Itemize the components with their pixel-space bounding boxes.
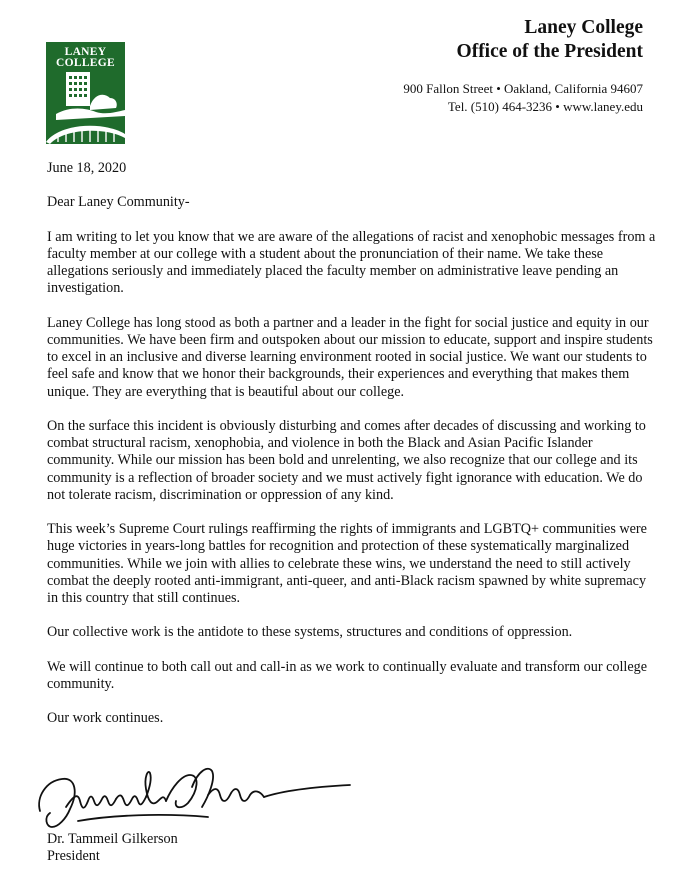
handwritten-signature — [32, 757, 362, 837]
college-name: Laney College — [524, 17, 643, 38]
letter-paragraph: We will continue to both call out and call-in as we work to continually evaluate and transform our college community. — [47, 658, 648, 692]
signer-title: President — [47, 848, 100, 865]
street-address: 900 Fallon Street • Oakland, California 94607 — [403, 81, 643, 96]
letterhead-title — [457, 16, 643, 64]
logo-text-line2: COLLEGE — [56, 57, 115, 69]
college-logo — [46, 42, 125, 144]
office-name: Office of the President — [456, 41, 643, 62]
signer-name: Dr. Tammeil Gilkerson — [47, 831, 178, 847]
letter-salutation: Dear Laney Community- — [47, 194, 190, 211]
letter-paragraph: This week’s Supreme Court rulings reaffirming the rights of immigrants and LGBTQ+ communities were huge victories in years-long battles for recognition and protection of these systematically marginalized communities. While we join with allies to celebrate these wins, we understand the need to still actively combat the deeply rooted anti-immigrant, anti-queer, and anti-Black racism spawned by white supremacy in this country that still continues. — [47, 521, 647, 606]
letter-paragraph: Our collective work is the antidote to these systems, structures and conditions of oppression. — [47, 624, 573, 641]
logo-hill — [56, 109, 125, 121]
logo-tree — [90, 95, 117, 110]
letter-body — [47, 160, 657, 745]
letter-closing: Our work continues. — [47, 710, 164, 727]
letter-date: June 18, 2020 — [47, 160, 127, 176]
signer-block — [47, 831, 178, 865]
contact-line: Tel. (510) 464-3236 • www.laney.edu — [447, 98, 643, 114]
letterhead-address — [403, 80, 643, 115]
logo-text-line1: LANEY — [64, 46, 107, 58]
letter-paragraph: I am writing to let you know that we are aware of the allegations of racist and xenophobic messages from a faculty member at our college with a student about the pronunciation of their name. We take these allegations seriously and immediately placed the faculty member on administrative leave pending an investigation. — [47, 228, 656, 297]
letter-paragraph: Laney College has long stood as both a partner and a leader in the fight for social justice and equity in our communities. We have been firm and outspoken about our mission to educate, support and inspire students to excel in an inclusive and diverse learning environment rooted in social justice. We want our students to feel safe and know that we honor their backgrounds, their experiences and everything that makes them unique. They are everything that is beautiful about our college. — [47, 314, 653, 400]
letter-paragraph: On the surface this incident is obviously disturbing and comes after decades of discussing and working to combat structural racism, xenophobia, and violence in both the Black and Asian Pacific Islander community. While our mission has been bold and unrelenting, we also recognize that our college and its community is a reflection of broader society and we must actively fight ignorance with education. We do not tolerate racism, discrimination or oppression of any kind. — [47, 417, 646, 503]
